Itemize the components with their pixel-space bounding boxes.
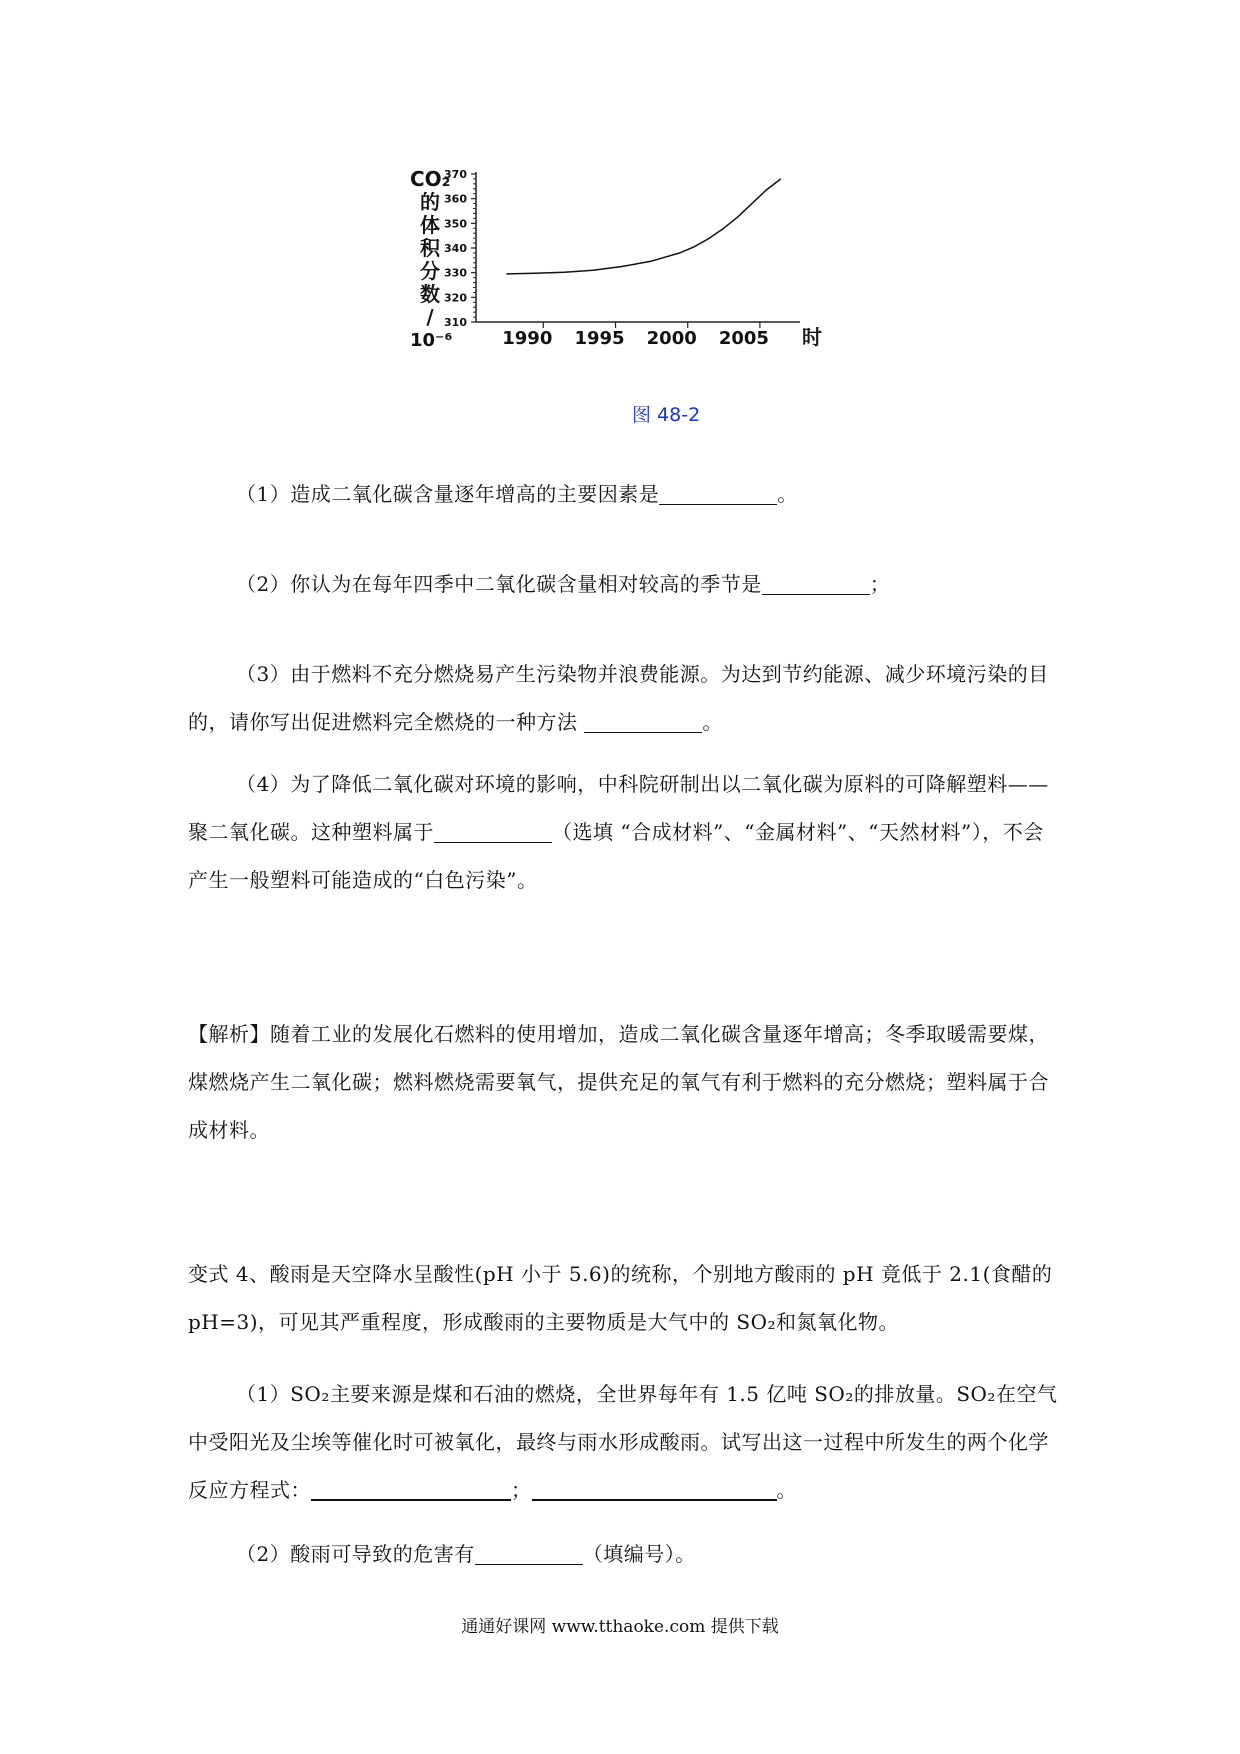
- answer-blank-4[interactable]: [434, 816, 552, 843]
- y-tick-label: 350: [444, 217, 467, 231]
- ylabel-char: 10⁻⁶: [410, 330, 453, 351]
- variant-4-question-2: （2）酸雨可导致的危害有 （填编号）。: [188, 1530, 1058, 1578]
- co2-series-line: [506, 179, 780, 274]
- question-2: （2）你认为在每年四季中二氧化碳含量相对较高的季节是 ；: [188, 560, 1058, 608]
- page-footer: 通通好课网 www.tthaoke.com 提供下载: [461, 1617, 779, 1637]
- x-tick-label: 2005: [718, 328, 769, 349]
- ylabel-char: 数: [420, 282, 440, 306]
- co2-chart: [400, 160, 920, 430]
- variant-4-question-1: （1）SO₂主要来源是煤和石油的燃烧，全世界每年有 1.5 亿吨 SO₂的排放量。SO₂在空气中受阳光及尘埃等催化时可被氧化，最终与雨水形成酸雨。试写出这一过程中所发生的两个化学反应方程式： ； 。: [188, 1382, 1058, 1502]
- question-4: （4）为了降低二氧化碳对环境的影响，中科院研制出以二氧化碳为原料的可降解塑料——聚二氧化碳。这种塑料属于 （选填 “合成材料”、“金属材料”、“天然材料”），不会产生一般塑料可能造成的“白色污染”。: [188, 772, 1049, 892]
- answer-blank-1[interactable]: [659, 478, 777, 505]
- ylabel-char: 分: [420, 259, 440, 283]
- x-tick-label: 1990: [502, 328, 553, 349]
- variant-4-intro: 变式 4、酸雨是天空降水呈酸性(pH 小于 5.6)的统称，个别地方酸雨的 pH 竟低于 2.1(食醋的 pH=3)，可见其严重程度，形成酸雨的主要物质是大气中的 SO₂和氮氧化物。: [188, 1262, 1053, 1334]
- ylabel-char: 积: [420, 236, 440, 260]
- answer-blank-5[interactable]: [475, 1538, 583, 1565]
- y-tick-label: 310: [444, 316, 467, 329]
- figure-caption: 图 48-2: [632, 404, 701, 426]
- ylabel-char: /: [426, 305, 434, 329]
- ylabel-char: 体: [420, 213, 440, 237]
- ylabel-char: CO₂: [410, 167, 451, 191]
- y-tick-label: 340: [444, 242, 467, 255]
- y-tick-label: 360: [444, 192, 467, 206]
- co2-line-chart: [400, 160, 920, 400]
- question-3: （3）由于燃料不充分燃烧易产生污染物并浪费能源。为达到节约能源、减少环境污染的目的，请你写出促进燃料完全燃烧的一种方法 。: [188, 662, 1049, 734]
- equation-blank-2[interactable]: [532, 1473, 777, 1501]
- y-tick-label: 370: [444, 168, 467, 181]
- y-tick-label: 320: [444, 291, 467, 305]
- x-tick-label: 1995: [574, 328, 625, 349]
- x-tick-label: 2000: [646, 328, 697, 349]
- equation-blank-1[interactable]: [311, 1473, 511, 1501]
- y-tick-label: 330: [444, 266, 467, 280]
- x-axis-label: 时: [802, 325, 822, 349]
- answer-blank-3[interactable]: [584, 706, 702, 733]
- ylabel-char: 的: [420, 190, 440, 214]
- analysis-text: 【解析】随着工业的发展化石燃料的使用增加，造成二氧化碳含量逐年增高；冬季取暖需要煤，煤燃烧产生二氧化碳；燃料燃烧需要氧气，提供充足的氧气有利于燃料的充分燃烧；塑料属于合成材料。: [188, 1022, 1049, 1142]
- chart-ylabel: [410, 167, 453, 352]
- answer-blank-2[interactable]: [762, 568, 870, 595]
- question-1: （1）造成二氧化碳含量逐年增高的主要因素是 。: [188, 470, 1058, 518]
